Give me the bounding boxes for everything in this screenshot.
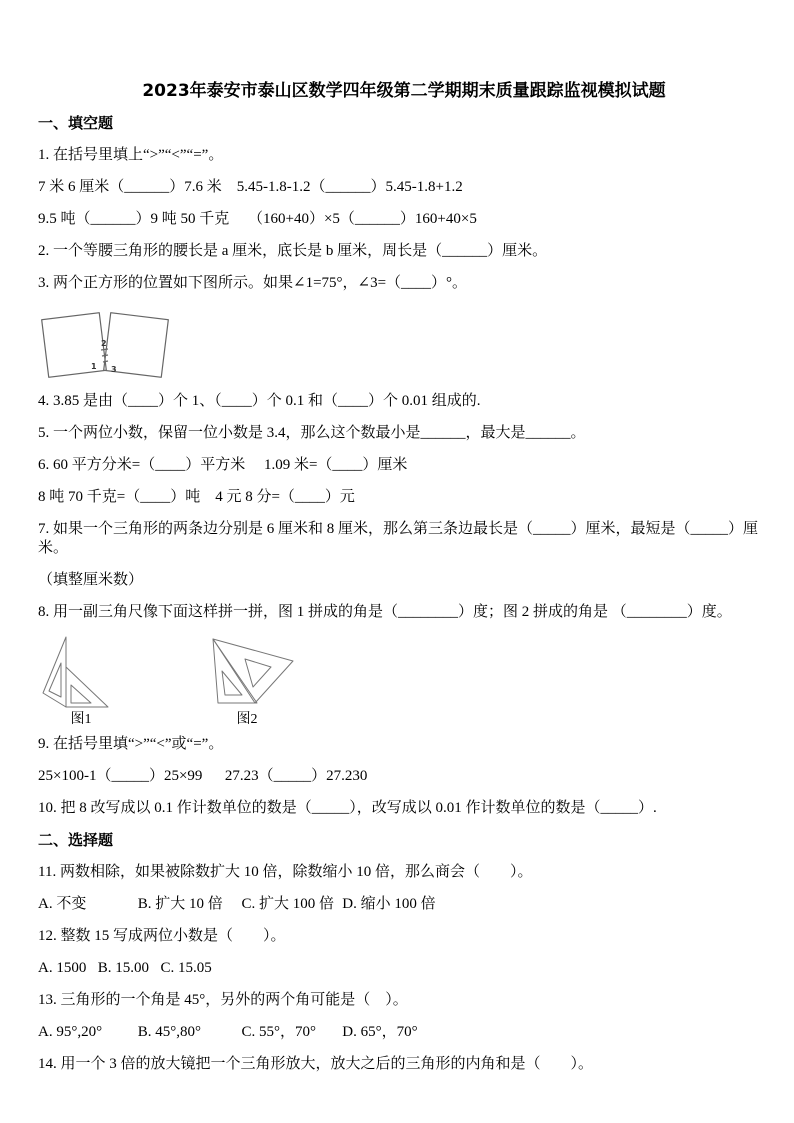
- question-13-option-c: C. 55°，70°: [241, 1024, 317, 1040]
- question-7-note: （填整厘米数）: [38, 572, 144, 588]
- squares-figure-drawing: [41, 306, 171, 386]
- question-11-option-d: D. 缩小 100 倍: [342, 896, 436, 912]
- section-heading-choice: 二、选择题: [38, 831, 114, 849]
- angle-2-label: 2: [101, 339, 107, 348]
- question-11-options: [38, 895, 770, 914]
- question-9-line-1: 25×100-1（_____）25×99 27.23（_____）27.230: [38, 768, 368, 784]
- section-heading-fill: 一、填空题: [38, 114, 114, 132]
- question-14-stem: 14. 用一个 3 倍的放大镜把一个三角形放大，放大之后的三角形的内角和是（ ）。: [38, 1056, 594, 1072]
- question-2-stem: 2. 一个等腰三角形的腰长是 a 厘米，底长是 b 厘米，周长是（______）厘米。: [38, 243, 548, 259]
- question-12-options: [38, 959, 770, 978]
- figure-1-box: [40, 635, 122, 729]
- question-7-stem: 7. 如果一个三角形的两条边分别是 6 厘米和 8 厘米，那么第三条边最长是（_____）厘米，最短是（_____）厘米。: [38, 521, 759, 556]
- figure-1-drawing: [40, 635, 122, 709]
- question-5-stem: 5. 一个两位小数，保留一位小数是 3.4，那么这个数最小是______，最大是______。: [38, 425, 586, 441]
- question-11-option-c: C. 扩大 100 倍: [241, 896, 335, 912]
- question-12-stem: 12. 整数 15 写成两位小数是（ ）。: [38, 928, 286, 944]
- set-squares-figures: [40, 635, 770, 729]
- question-6-line-2: 8 吨 70 千克=（____）吨 4 元 8 分=（____）元: [38, 489, 355, 505]
- question-11-option-b: B. 扩大 10 倍: [137, 896, 223, 912]
- exam-title: 2023年泰安市泰山区数学四年级第二学期期末质量跟踪监视模拟试题: [142, 81, 666, 101]
- angle-1-label: 1: [91, 362, 97, 371]
- question-12-option-a: A. 1500: [38, 960, 87, 976]
- question-4-stem: 4. 3.85 是由（____）个 1、（____）个 0.1 和（____）个 0.01 组成的.: [38, 393, 481, 409]
- question-13-options: [38, 1023, 770, 1042]
- question-11-option-a: A. 不变: [38, 896, 87, 912]
- question-1-line-2: 9.5 吨（______）9 吨 50 千克 （160+40）×5（______）160+40×5: [38, 211, 477, 227]
- question-13-option-a: A. 95°,20°: [38, 1024, 103, 1040]
- figure-1-caption: 图1: [70, 712, 92, 727]
- question-12-option-b: B. 15.00: [97, 960, 150, 976]
- question-13-option-d: D. 65°，70°: [342, 1024, 418, 1040]
- question-11-stem: 11. 两数相除，如果被除数扩大 10 倍，除数缩小 10 倍，那么商会（ ）。: [38, 864, 533, 880]
- figure1-left-triangle: [43, 637, 66, 707]
- question-8-stem: 8. 用一副三角尺像下面这样拼一拼，图 1 拼成的角是（________）度；图 2 拼成的角是 （________）度。: [38, 604, 732, 620]
- figure-2-box: [197, 635, 297, 729]
- figure-2-caption: 图2: [236, 712, 258, 727]
- question-1-line-1: 7 米 6 厘米（______）7.6 米 5.45-1.8-1.2（______）5.45-1.8+1.2: [38, 179, 463, 195]
- question-13-stem: 13. 三角形的一个角是 45°，另外的两个角可能是（ ）。: [38, 992, 408, 1008]
- question-3-stem: 3. 两个正方形的位置如下图所示。如果∠1=75°，∠3=（____）°。: [38, 275, 468, 291]
- angle-3-label: 3: [111, 365, 117, 374]
- question-13-option-b: B. 45°,80°: [137, 1024, 202, 1040]
- question-10-stem: 10. 把 8 改写成以 0.1 作计数单位的数是（_____），改写成以 0.01 作计数单位的数是（_____）.: [38, 800, 657, 816]
- figure-2-drawing: [197, 635, 297, 709]
- question-6-line-1: 6. 60 平方分米=（____）平方米 1.09 米=（____）厘米: [38, 457, 408, 473]
- question-1-stem: 1. 在括号里填上“>”“<”“=”。: [38, 147, 224, 163]
- left-square-shape: [42, 313, 107, 378]
- question-9-stem: 9. 在括号里填“>”“<”或“=”。: [38, 736, 224, 752]
- squares-figure: [41, 306, 770, 386]
- question-12-option-c: C. 15.05: [160, 960, 212, 976]
- figure1-right-triangle: [66, 667, 108, 707]
